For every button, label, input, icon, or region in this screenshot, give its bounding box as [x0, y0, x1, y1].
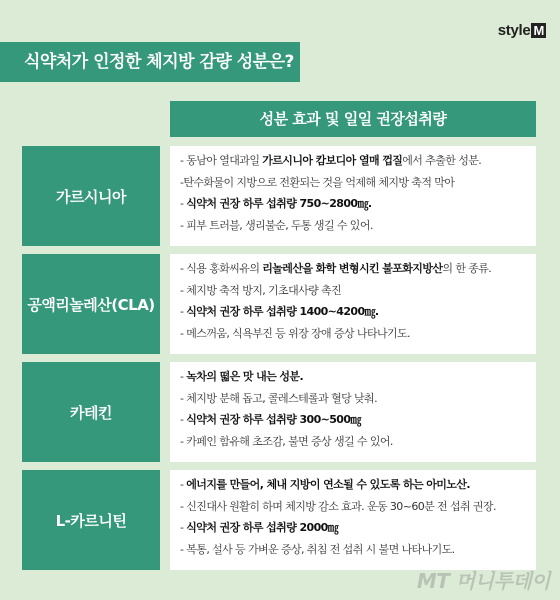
ingredient-description [170, 146, 536, 246]
ingredient-row-cla [22, 254, 536, 354]
column-header: 성분 효과 및 일일 권장섭취량 [170, 101, 536, 137]
brand-logo-text: style [497, 22, 531, 39]
description-line: - 신진대사 원활히 하며 체지방 감소 효과. 운동 30~60분 전 섭취 권장. [180, 499, 496, 513]
ingredient-label: 가르시니아 [22, 146, 160, 246]
description-line: - 카페인 함유해 초조감, 불면 증상 생길 수 있어. [180, 434, 393, 448]
ingredient-row-garcinia [22, 146, 536, 246]
brand-logo [498, 22, 546, 39]
description-line: - 식용 홍화씨유의 리놀레산을 화학 변형시킨 불포화지방산의 한 종류. [180, 262, 492, 275]
ingredient-row-catechin [22, 362, 536, 462]
description-line: - 에너지를 만들어, 체내 지방이 연소될 수 있도록 하는 아미노산. [180, 478, 470, 491]
description-line: - 복통, 설사 등 가벼운 증상, 취침 전 섭취 시 불면 나타나기도. [180, 542, 455, 556]
ingredient-label: 공액리놀레산(CLA) [22, 254, 160, 354]
description-line: - 체지방 분해 돕고, 콜레스테롤과 혈당 낮춰. [180, 391, 377, 405]
description-line: - 식약처 권장 하루 섭취량 1400~4200㎎. [180, 305, 379, 318]
description-line: - 동남아 열대과일 가르시니아 캄보디아 열매 껍질에서 추출한 성분. [180, 154, 482, 167]
description-line: - 메스꺼움, 식욕부진 등 위장 장애 증상 나타나기도. [180, 326, 410, 340]
description-line: - 체지방 축적 방지, 기초대사량 촉진 [180, 283, 342, 297]
ingredient-row-l-carnitine [22, 470, 536, 570]
ingredient-description [170, 254, 536, 354]
description-line: - 피부 트러블, 생리불순, 두통 생길 수 있어. [180, 218, 373, 232]
ingredient-description [170, 362, 536, 462]
ingredient-label: 카테킨 [22, 362, 160, 462]
description-line: -탄수화물이 지방으로 전환되는 것을 억제해 체지방 축적 막아 [180, 175, 455, 189]
ingredient-label: L-카르니틴 [22, 470, 160, 570]
description-line: - 식약처 권장 하루 섭취량 750~2800㎎. [180, 197, 372, 210]
description-line: - 식약처 권장 하루 섭취량 300~500㎎ [180, 413, 361, 426]
description-line: - 녹차의 떫은 맛 내는 성분. [180, 370, 304, 383]
watermark: MT 머니투데이 [416, 569, 550, 593]
brand-logo-mark: M [533, 23, 544, 38]
ingredient-description [170, 470, 536, 570]
description-line: - 식약처 권장 하루 섭취량 2000㎎ [180, 521, 339, 534]
page-title: 식약처가 인정한 체지방 감량 성분은? [0, 42, 300, 82]
